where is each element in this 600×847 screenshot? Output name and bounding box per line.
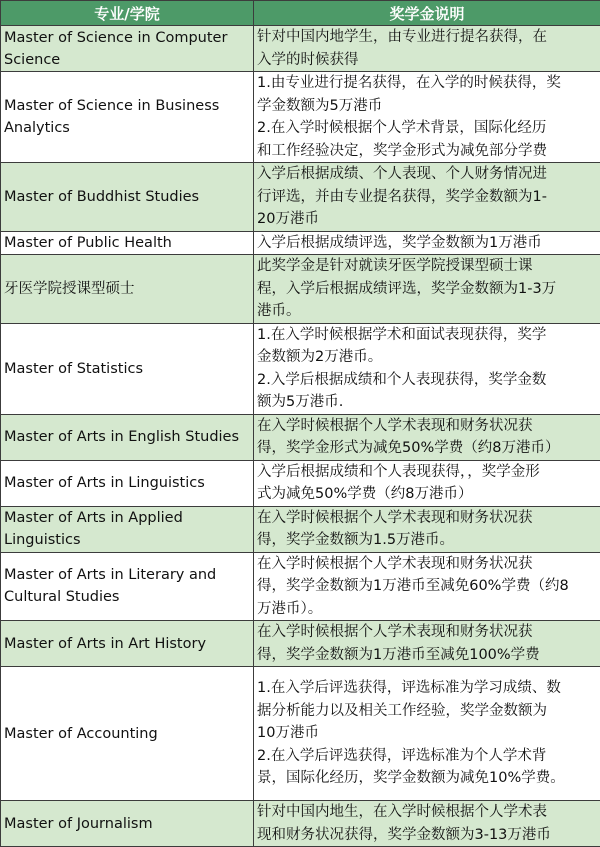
program-name-cell: Master of Arts in Literary and Cultural Studies — [1, 552, 254, 621]
scholarship-description-cell — [254, 414, 600, 460]
description-line: 针对中国内地生，在入学时候根据个人学术表 — [257, 801, 598, 824]
scholarship-description-cell — [254, 255, 600, 324]
header-scholarship: 奖学金说明 — [254, 1, 600, 26]
table-header-row — [1, 1, 600, 26]
description-line: 针对中国内地学生，由专业进行提名获得，在 — [257, 26, 598, 49]
table-row — [1, 552, 600, 621]
program-name-cell: Master of Arts in Art History — [1, 621, 254, 667]
table-row — [1, 506, 600, 552]
description-line: 2.入学后根据成绩和个人表现获得，奖学金数 — [257, 369, 598, 392]
scholarship-description-cell — [254, 460, 600, 506]
description-line: 行评选，并由专业提名获得，奖学金数额为1- — [257, 186, 598, 209]
program-name-cell: Master of Arts in Linguistics — [1, 460, 254, 506]
table-row — [1, 26, 600, 72]
description-line: 入学后根据成绩、个人表现、个人财务情况进 — [257, 163, 598, 186]
program-name-cell: Master of Science in Business Analytics — [1, 72, 254, 163]
scholarship-description-cell — [254, 231, 600, 255]
program-name-cell: Master of Journalism — [1, 801, 254, 847]
description-line: 1.在入学后评选获得，评选标准为学习成绩、数 — [257, 677, 598, 700]
description-line: 此奖学金是针对就读牙医学院授课型硕士课 — [257, 255, 598, 278]
description-line: 现和财务状况获得，奖学金数额为3-13万港币 — [257, 824, 598, 847]
scholarship-description-cell — [254, 163, 600, 232]
program-name-cell: Master of Arts in English Studies — [1, 414, 254, 460]
table-row — [1, 460, 600, 506]
description-line: 入学后根据成绩和个人表现获得，，奖学金形 — [257, 461, 598, 484]
scholarship-description-cell — [254, 26, 600, 72]
description-line: 得，奖学金数额为1万港币至减免60%学费（约8 — [257, 575, 598, 598]
table-row — [1, 667, 600, 801]
description-line: 20万港币 — [257, 208, 598, 231]
description-line: 入学后根据成绩评选，奖学金数额为1万港币 — [257, 232, 598, 255]
description-line: 和工作经验决定，奖学金形式为减免部分学费 — [257, 140, 598, 163]
description-line: 程，入学后根据成绩评选，奖学金数额为1-3万 — [257, 278, 598, 301]
table-row — [1, 414, 600, 460]
description-line: 1.由专业进行提名获得，在入学的时候获得，奖 — [257, 72, 598, 95]
program-name-cell: Master of Science in Computer Science — [1, 26, 254, 72]
description-line: 万港币）。 — [257, 598, 598, 621]
description-line: 额为5万港币. — [257, 391, 598, 414]
scholarship-description-cell — [254, 72, 600, 163]
description-line: 金数额为2万港币。 — [257, 346, 598, 369]
description-line: 在入学时候根据个人学术表现和财务状况获 — [257, 553, 598, 576]
description-line: 得，奖学金数额为1万港币至减免100%学费 — [257, 644, 598, 667]
header-program: 专业/学院 — [1, 1, 254, 26]
program-name-cell: Master of Accounting — [1, 667, 254, 801]
scholarship-description-cell — [254, 323, 600, 414]
program-name-cell: Master of Arts in Applied Linguistics — [1, 506, 254, 552]
description-line: 在入学时候根据个人学术表现和财务状况获 — [257, 621, 598, 644]
table-row — [1, 323, 600, 414]
table-row — [1, 621, 600, 667]
program-name-cell: 牙医学院授课型硕士 — [1, 255, 254, 324]
table-row — [1, 255, 600, 324]
program-name-cell: Master of Public Health — [1, 231, 254, 255]
table-row — [1, 801, 600, 847]
scholarship-description-cell — [254, 667, 600, 801]
program-name-cell: Master of Statistics — [1, 323, 254, 414]
description-line: 入学的时候获得 — [257, 49, 598, 72]
description-line: 2.在入学时候根据个人学术背景，国际化经历 — [257, 117, 598, 140]
scholarship-description-cell — [254, 506, 600, 552]
description-line: 据分析能力以及相关工作经验，奖学金数额为 — [257, 700, 598, 723]
description-line: 景，国际化经历，奖学金数额为减免10%学费。 — [257, 767, 598, 790]
description-line: 港币。 — [257, 300, 598, 323]
description-line: 10万港币 — [257, 722, 598, 745]
description-line: 得，奖学金数额为1.5万港币。 — [257, 529, 598, 552]
table-row — [1, 231, 600, 255]
description-line: 学金数额为5万港币 — [257, 95, 598, 118]
scholarship-description-cell — [254, 552, 600, 621]
scholarship-description-cell — [254, 801, 600, 847]
description-line: 得，奖学金形式为减免50%学费（约8万港币） — [257, 437, 598, 460]
description-line: 在入学时候根据个人学术表现和财务状况获 — [257, 415, 598, 438]
table-body — [1, 26, 600, 847]
program-name-cell: Master of Buddhist Studies — [1, 163, 254, 232]
description-line: 在入学时候根据个人学术表现和财务状况获 — [257, 507, 598, 530]
table-row — [1, 72, 600, 163]
description-line: 式为减免50%学费（约8万港币） — [257, 483, 598, 506]
description-line: 1.在入学时候根据学术和面试表现获得，奖学 — [257, 324, 598, 347]
scholarship-description-cell — [254, 621, 600, 667]
description-line: 2.在入学后评选获得，评选标准为个人学术背 — [257, 745, 598, 768]
table-row — [1, 163, 600, 232]
